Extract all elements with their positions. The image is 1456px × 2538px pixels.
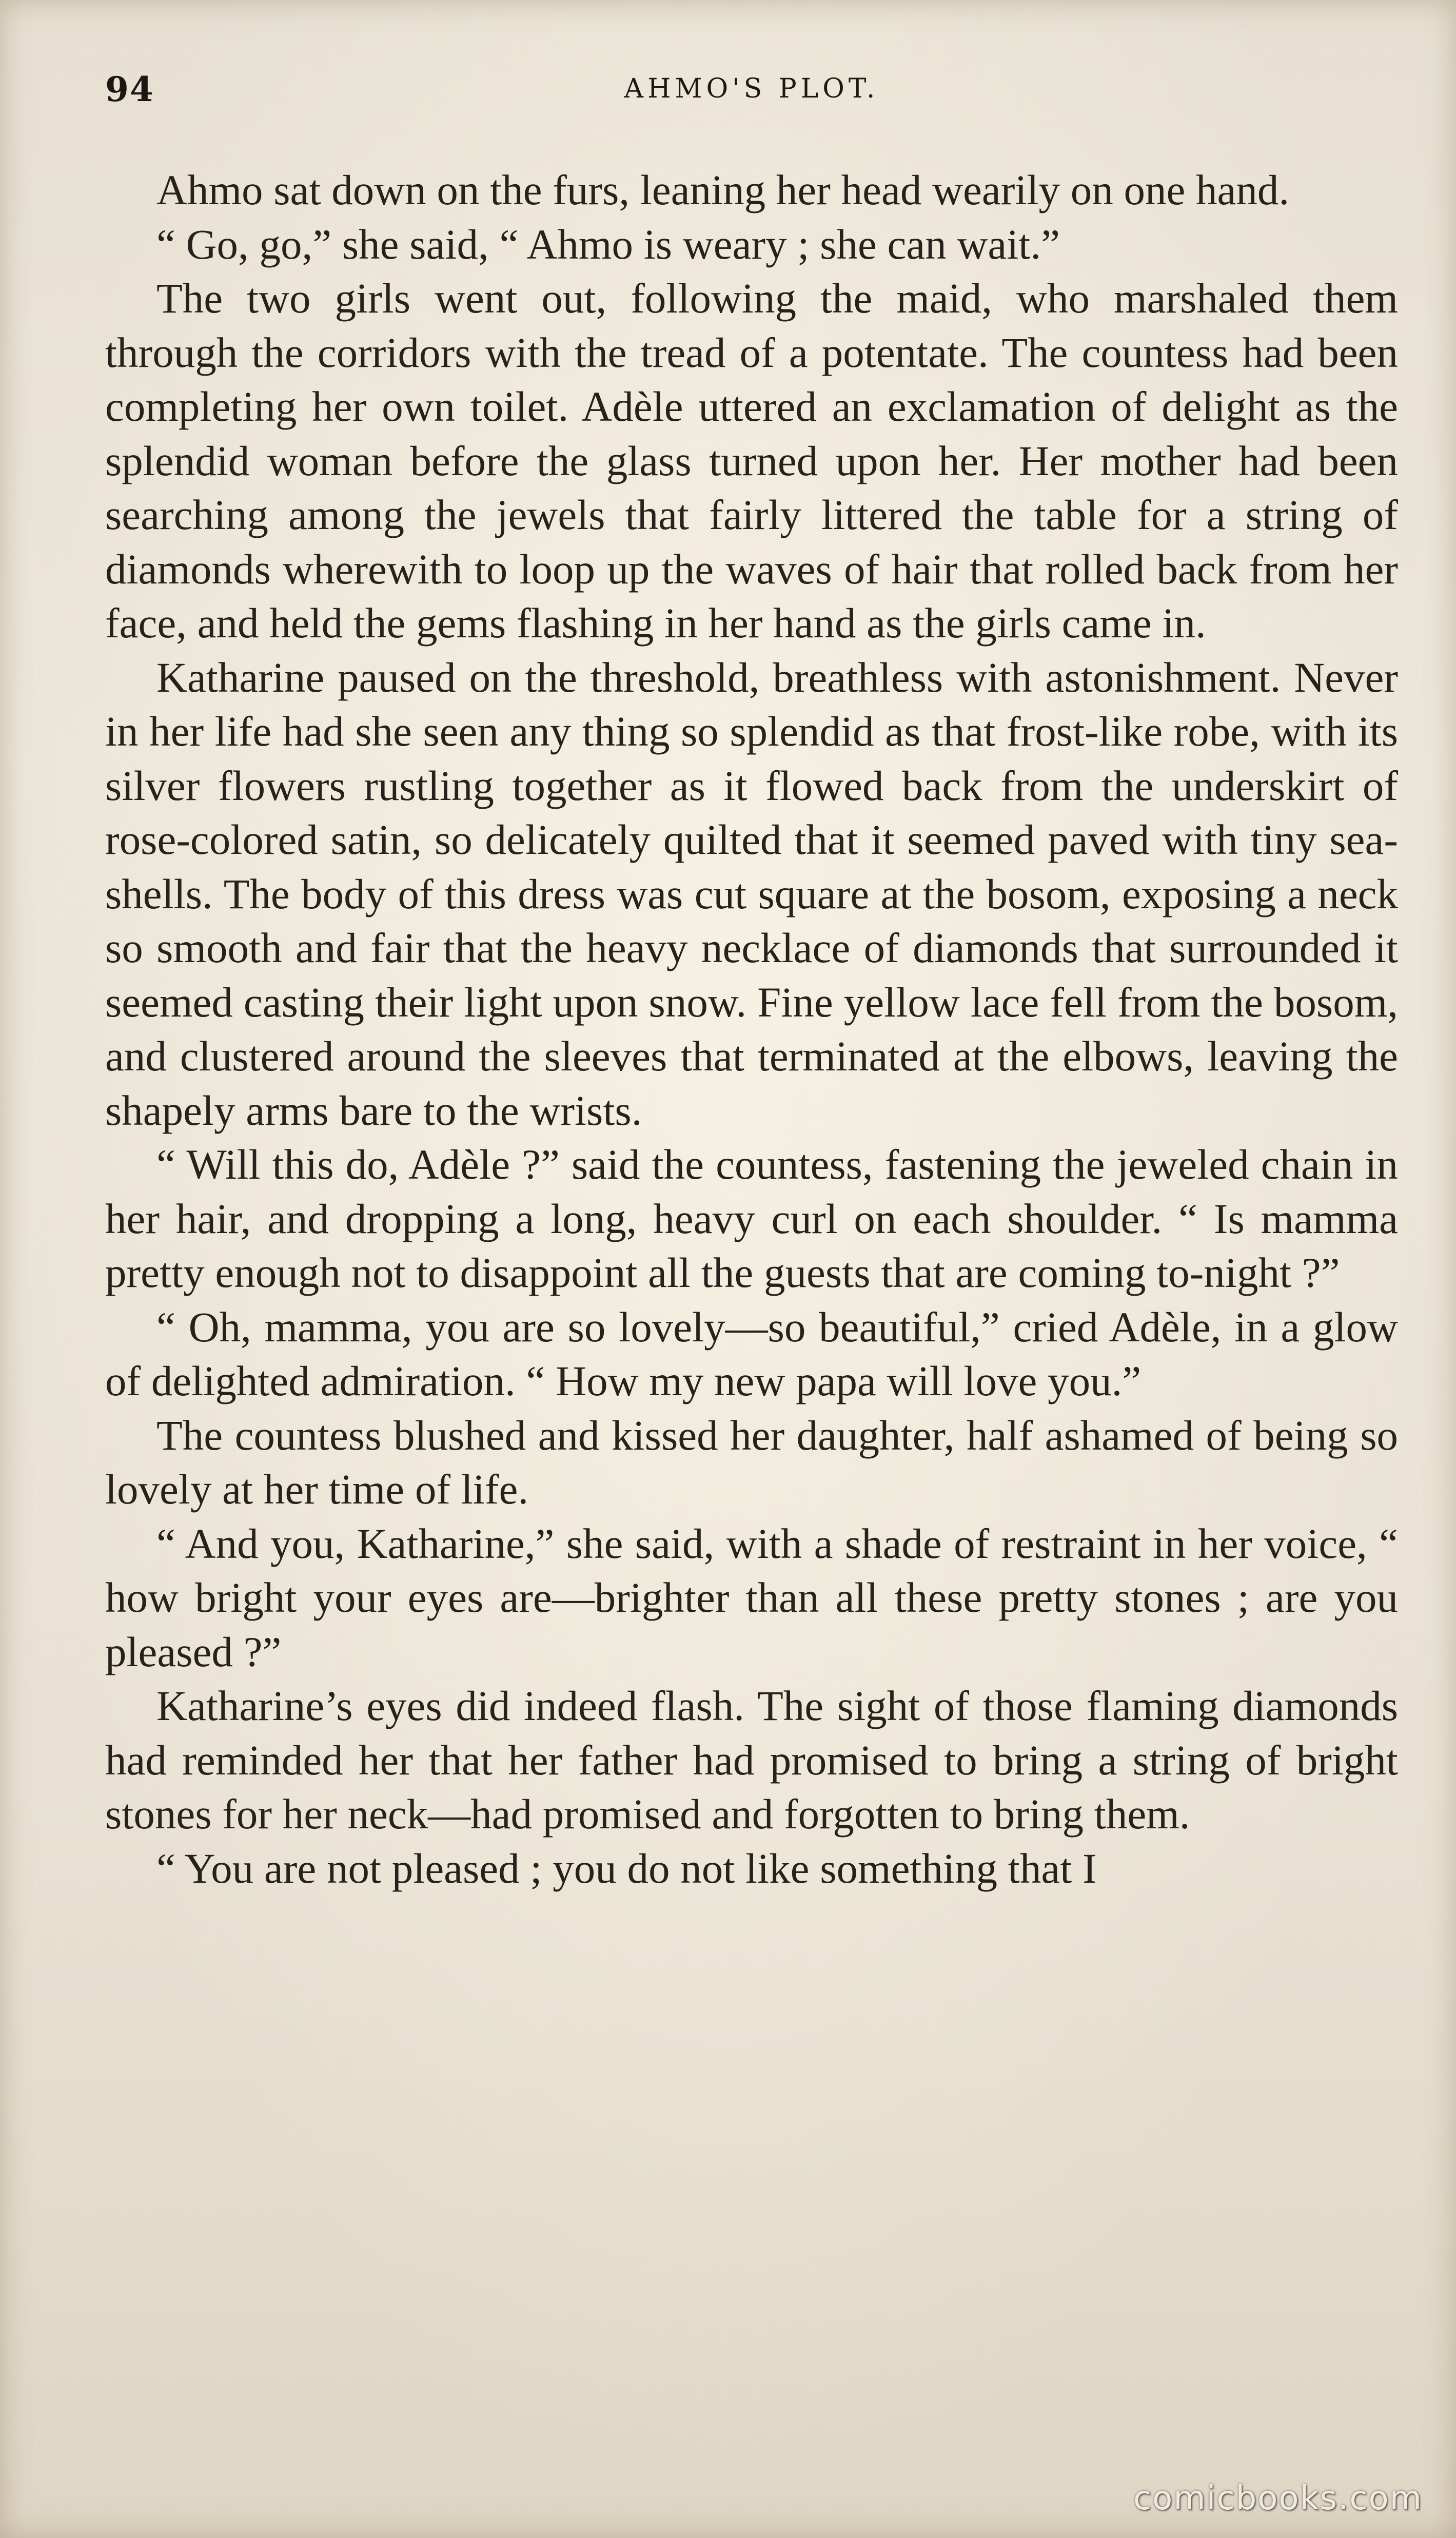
body-text [105,163,1398,1896]
paragraph: “ Go, go,” she said, “ Ahmo is weary ; she can wait.” [156,220,1060,268]
page-header [105,69,1398,115]
paragraph: “ Oh, mamma, you are so lovely—so beautiful,” cried Adèle, in a glow of delighted admiration. “ How my new papa will love you.” [105,1303,1398,1404]
paragraph: “ And you, Katharine,” she said, with a shade of restraint in her voice, “ how bright your eyes are—brighter than all these pretty stones ; are you pleased ?” [105,1519,1398,1675]
paragraph: Katharine paused on the threshold, breathless with astonishment. Never in her life had she seen any thing so splendid as that frost-like robe, with its silver flowers rustling together as it flowed back from the underskirt of rose-colored satin, so delicately quilted that it seemed paved with tiny sea-shells. The body of this dress was cut square at the bosom, exposing a neck so smooth and fair that the heavy necklace of diamonds that surrounded it seemed casting their light upon snow. Fine yellow lace fell from the bosom, and clustered around the sleeves that terminated at the elbows, leaving the shapely arms bare to the wrists. [105,653,1398,1134]
running-head: AHMO'S PLOT. [624,73,879,104]
paragraph: Ahmo sat down on the furs, leaning her head wearily on one hand. [156,166,1290,213]
watermark: comicbooks.com [1133,2480,1423,2517]
page-number: 94 [105,69,154,109]
paragraph: Katharine’s eyes did indeed flash. The sight of those flaming diamonds had reminded her that her father had promised to bring a string of bright stones for her neck—had promised and forgotten to bring them. [105,1682,1398,1838]
paragraph: “ You are not pleased ; you do not like something that I [156,1844,1097,1892]
paragraph: The countess blushed and kissed her daughter, half ashamed of being so lovely at her time of life. [105,1411,1398,1513]
paragraph: “ Will this do, Adèle ?” said the countess, fastening the jeweled chain in her hair, and dropping a long, heavy curl on each shoulder. “ Is mamma pretty enough not to disappoint all the guests that are coming to-night ?” [105,1141,1398,1296]
paragraph: The two girls went out, following the maid, who marshaled them through the corridors with the tread of a potentate. The countess had been completing her own toilet. Adèle uttered an exclamation of delight as the splendid woman before the glass turned upon her. Her mother had been searching among the jewels that fairly littered the table for a string of diamonds wherewith to loop up the waves of hair that rolled back from her face, and held the gems flashing in her hand as the girls came in. [105,275,1398,647]
